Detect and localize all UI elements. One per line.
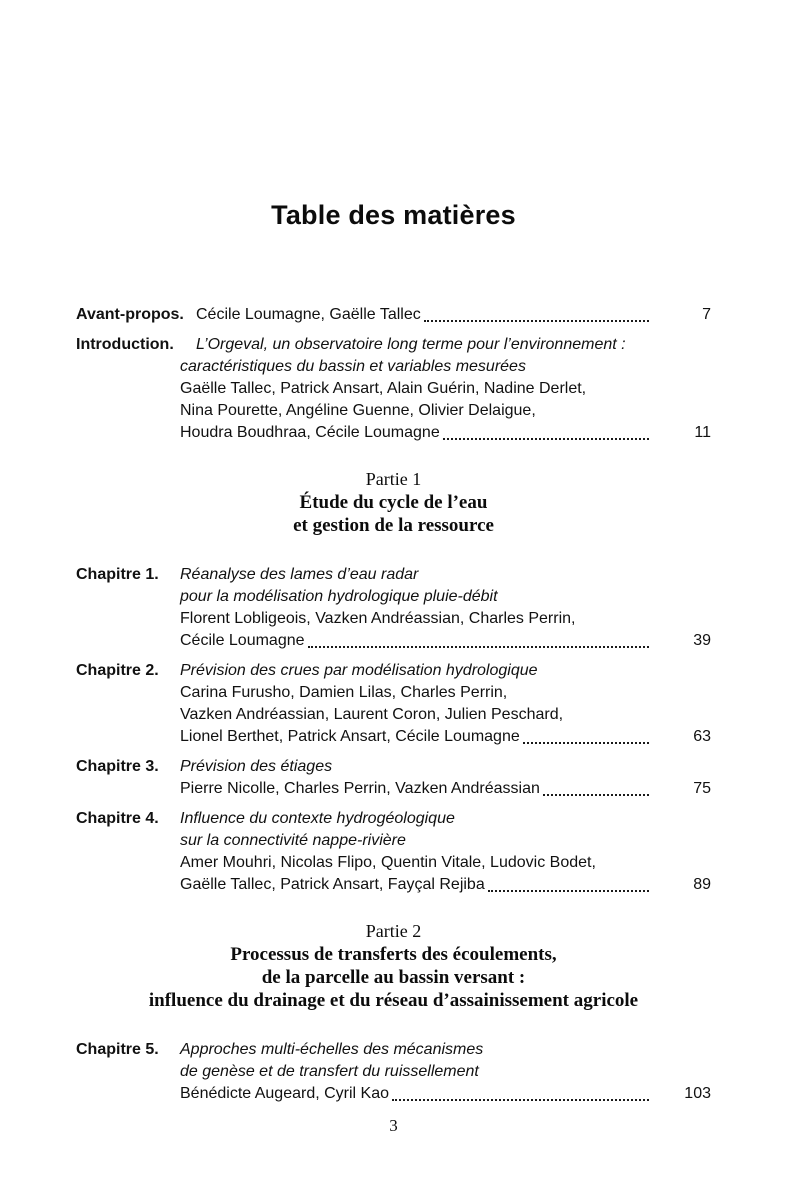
entry-title-line: Prévision des crues par modélisation hydrologique <box>180 662 538 679</box>
entry-label: Chapitre 3. <box>76 758 159 775</box>
entry-body <box>180 660 711 748</box>
entry-body <box>180 808 711 896</box>
entry-author-line <box>180 1083 711 1105</box>
part-title-line: influence du drainage et du réseau d’assainissement agricole <box>148 990 639 1011</box>
entry-page-number: 75 <box>693 780 711 797</box>
entry-page-number: 63 <box>693 728 711 745</box>
entry-title-line: Prévision des étiages <box>180 758 333 775</box>
entry-page-number: 7 <box>702 306 711 323</box>
page-title: Table des matières <box>271 200 516 230</box>
toc-entry-chapitre-5 <box>76 1039 711 1105</box>
toc-entry-chapitre-3 <box>76 756 711 800</box>
entry-author-line <box>180 304 711 326</box>
toc-entry-chapitre-2 <box>76 660 711 748</box>
entry-author-line: Carina Furusho, Damien Lilas, Charles Perrin, <box>180 684 508 701</box>
dot-leader <box>488 890 649 892</box>
entry-authors: Gaëlle Tallec, Patrick Ansart, Fayçal Rejiba <box>180 876 485 893</box>
entry-title-line: L’Orgeval, un observatoire long terme pour l’environnement : <box>196 336 626 353</box>
entry-author-line <box>180 778 711 800</box>
part-kicker: Partie 1 <box>365 469 422 489</box>
entry-authors: Houdra Boudhraa, Cécile Loumagne <box>180 424 440 441</box>
dot-leader <box>543 794 649 796</box>
entry-title-line: pour la modélisation hydrologique pluie-débit <box>180 588 498 605</box>
entry-author-line: Gaëlle Tallec, Patrick Ansart, Alain Guérin, Nadine Derlet, <box>180 380 587 397</box>
entry-author-line <box>180 630 711 652</box>
entry-title-line: de genèse et de transfert du ruissellement <box>180 1063 479 1080</box>
part-title-line: de la parcelle au bassin versant : <box>261 967 526 988</box>
entry-author-line <box>180 874 711 896</box>
entry-author-line: Nina Pourette, Angéline Guenne, Olivier Delaigue, <box>180 402 536 419</box>
dot-leader <box>392 1099 649 1101</box>
entry-label: Chapitre 5. <box>76 1041 159 1058</box>
entry-page-number: 39 <box>693 632 711 649</box>
dot-leader <box>424 320 649 322</box>
entry-authors: Lionel Berthet, Patrick Ansart, Cécile Loumagne <box>180 728 520 745</box>
entry-authors: Bénédicte Augeard, Cyril Kao <box>180 1085 390 1102</box>
entry-author-line <box>180 726 711 748</box>
entry-title-line: Influence du contexte hydrogéologique <box>180 810 455 827</box>
entry-body <box>180 334 711 444</box>
part-kicker: Partie 2 <box>365 921 422 941</box>
entry-author-line: Florent Lobligeois, Vazken Andréassian, Charles Perrin, <box>180 610 576 627</box>
toc-entry-chapitre-4 <box>76 808 711 896</box>
entry-label: Chapitre 2. <box>76 662 159 679</box>
part-title-line: Processus de transferts des écoulements, <box>230 944 557 965</box>
dot-leader <box>523 742 649 744</box>
toc-entry-avant-propos <box>76 304 711 326</box>
entry-page-number: 89 <box>693 876 711 893</box>
dot-leader <box>308 646 649 648</box>
entry-body <box>180 756 711 800</box>
entry-body <box>180 304 711 326</box>
part-title-line: Étude du cycle de l’eau <box>299 492 488 513</box>
entry-title-line: Approches multi-échelles des mécanismes <box>180 1041 484 1058</box>
entry-label: Chapitre 1. <box>76 566 159 583</box>
entry-authors: Pierre Nicolle, Charles Perrin, Vazken Andréassian <box>180 780 540 797</box>
entry-body <box>180 564 711 652</box>
toc-entry-introduction <box>76 334 711 444</box>
entry-title-line: Réanalyse des lames d’eau radar <box>180 566 419 583</box>
entry-author-line: Vazken Andréassian, Laurent Coron, Julien Peschard, <box>180 706 564 723</box>
entry-label: Chapitre 4. <box>76 810 159 827</box>
part-heading-2 <box>76 920 711 1012</box>
folio-page-number: 3 <box>389 1116 398 1135</box>
entry-title-line: caractéristiques du bassin et variables mesurées <box>180 358 526 375</box>
part-heading-1 <box>76 468 711 537</box>
entry-authors: Cécile Loumagne <box>180 632 305 649</box>
part-title-line: et gestion de la ressource <box>293 515 494 536</box>
entry-page-number: 103 <box>684 1085 711 1102</box>
entry-label: Introduction. <box>76 336 174 353</box>
entry-author-line <box>180 422 711 444</box>
entry-label: Avant-propos. <box>76 306 184 323</box>
entry-page-number: 11 <box>694 424 711 441</box>
entry-authors: Cécile Loumagne, Gaëlle Tallec <box>196 306 421 323</box>
entry-author-line: Amer Mouhri, Nicolas Flipo, Quentin Vitale, Ludovic Bodet, <box>180 854 596 871</box>
toc-entry-chapitre-1 <box>76 564 711 652</box>
entry-body <box>180 1039 711 1105</box>
entry-title-line: sur la connectivité nappe-rivière <box>180 832 406 849</box>
dot-leader <box>443 438 649 440</box>
